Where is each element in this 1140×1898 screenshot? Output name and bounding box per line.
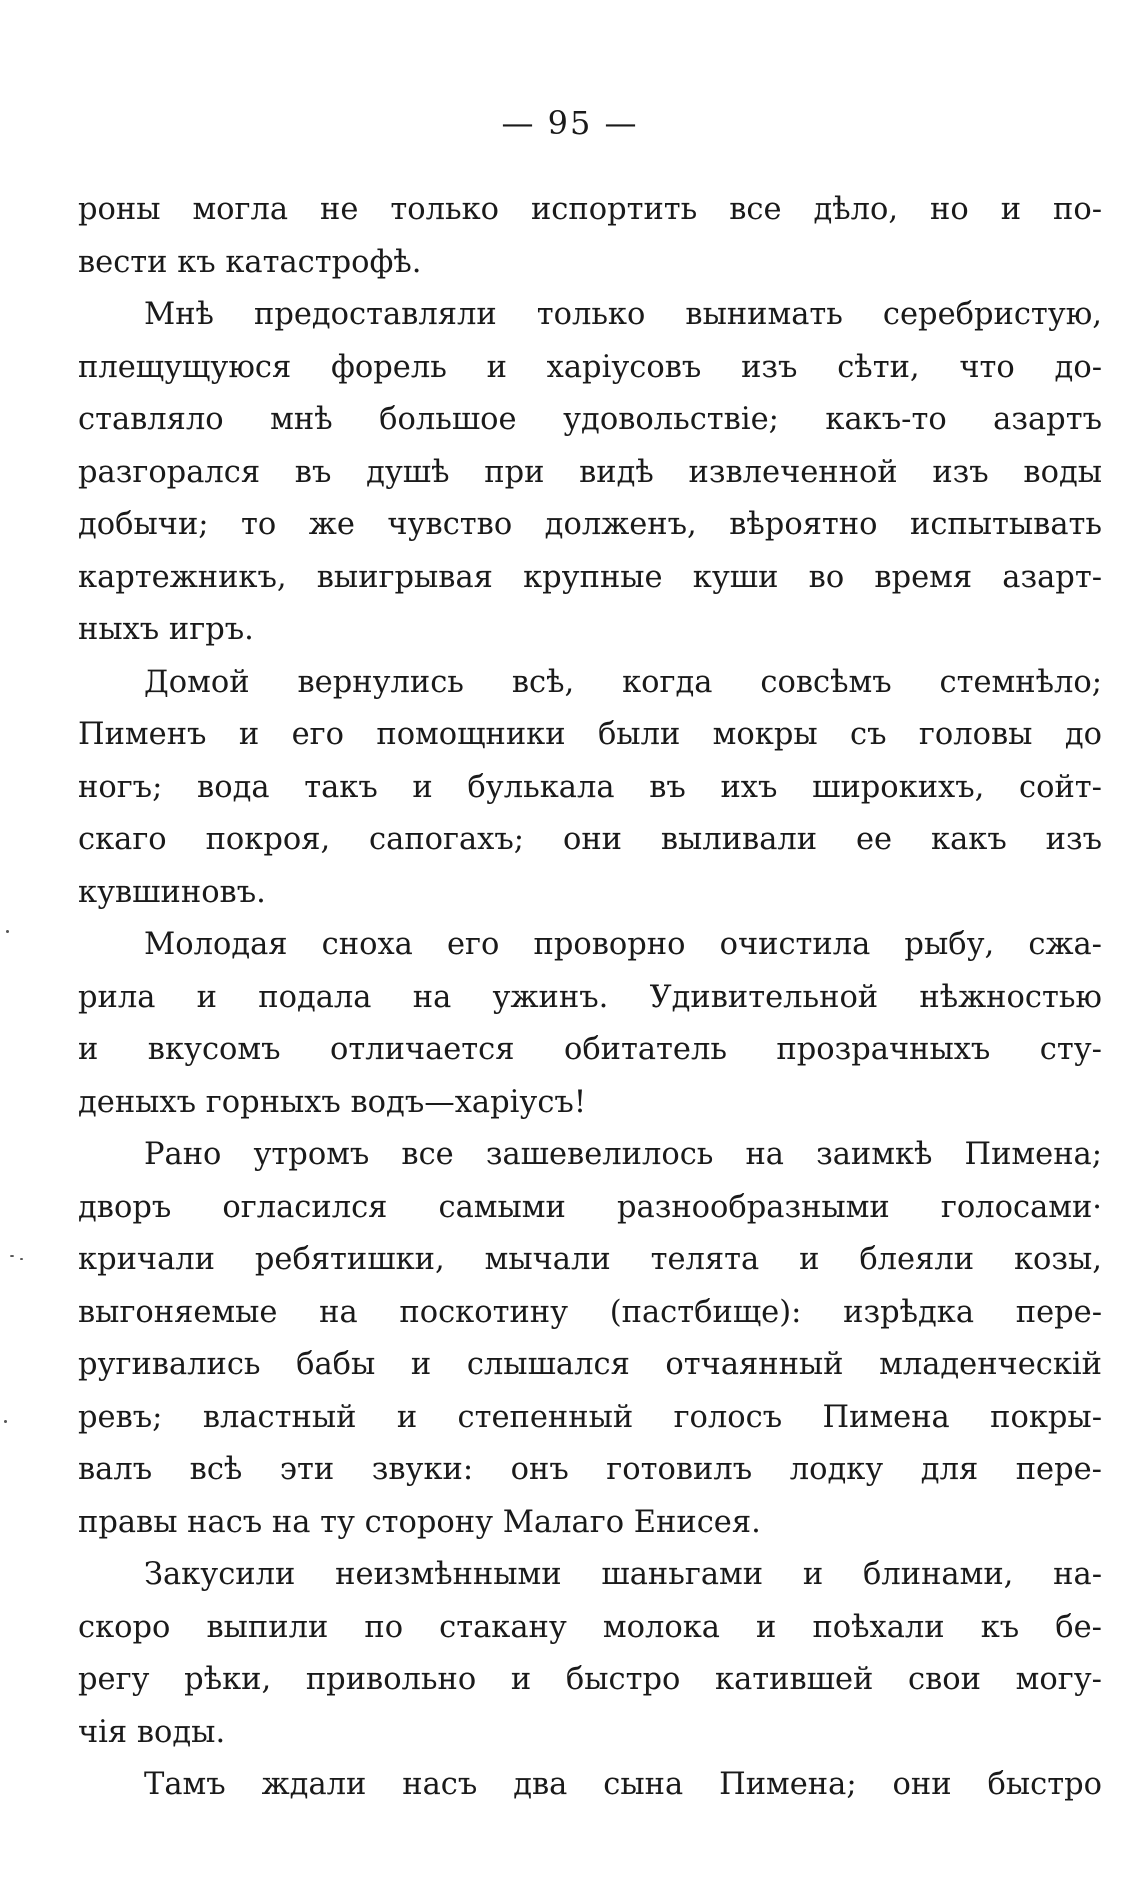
text-line: регу рѣки, привольно и быстро катившей свои могу- <box>78 1662 1102 1697</box>
text-line: картежникъ, выигрывая крупные куши во время азарт- <box>78 559 1102 595</box>
scan-speck <box>20 1258 23 1260</box>
text-line: Мнѣ предоставляли только вынимать серебристую, <box>144 297 1102 332</box>
text-line: добычи; то же чувство долженъ, вѣроятно испытывать <box>78 507 1102 542</box>
text-line: деныхъ горныхъ водъ—харіусъ! <box>78 1084 587 1120</box>
text-line: ногъ; вода такъ и булькала въ ихъ широкихъ, сойт- <box>78 769 1102 805</box>
text-line: и вкусомъ отличается обитатель прозрачныхъ сту- <box>78 1032 1102 1067</box>
text-line: плещущуюся форель и харіусовъ изъ сѣти, что до- <box>78 349 1102 385</box>
text-line: кричали ребятишки, мычали телята и блеяли козы, <box>78 1242 1102 1277</box>
text-line: вести къ катастрофѣ. <box>78 244 422 280</box>
text-line: Молодая сноха его проворно очистила рыбу, сжа- <box>144 927 1102 962</box>
text-line: выгоняемые на поскотину (пастбище): изрѣдка пере- <box>78 1294 1102 1330</box>
paragraph-3 <box>78 657 1102 920</box>
text-line: рила и подала на ужинъ. Удивительной нѣжностью <box>78 979 1102 1015</box>
text-line: роны могла не только испортить все дѣло, но и по- <box>78 192 1102 227</box>
paragraph-6 <box>78 1549 1102 1759</box>
text-line: ревъ; властный и степенный голосъ Пимена покры- <box>78 1399 1102 1435</box>
text-line: Тамъ ждали насъ два сына Пимена; они быстро <box>144 1767 1102 1802</box>
text-line: ставляло мнѣ большое удовольствіе; какъ-то азартъ <box>78 402 1102 437</box>
text-line: ныхъ игръ. <box>78 612 254 647</box>
paragraph-7 <box>78 1759 1102 1812</box>
scan-speck <box>4 1420 7 1423</box>
text-line: дворъ огласился самыми разнообразными голосами· <box>78 1189 1102 1225</box>
text-line: скоро выпили по стакану молока и поѣхали къ бе- <box>78 1609 1102 1645</box>
page-number: — 95 — <box>501 104 639 142</box>
paragraph-1 <box>78 184 1102 289</box>
text-line: Домой вернулись всѣ, когда совсѣмъ стемнѣло; <box>144 664 1102 700</box>
text-line: правы насъ на ту сторону Малаго Енисея. <box>78 1504 761 1540</box>
text-line: ругивались бабы и слышался отчаянный младенческій <box>78 1347 1102 1382</box>
paragraph-4 <box>78 919 1102 1129</box>
text-line: Пименъ и его помощники были мокры съ головы до <box>78 717 1102 752</box>
text-line: кувшиновъ. <box>78 874 266 910</box>
scan-speck <box>10 1255 14 1257</box>
text-line: чія воды. <box>78 1714 226 1750</box>
paragraph-2 <box>78 289 1102 657</box>
text-line: Рано утромъ все зашевелилось на заимкѣ Пимена; <box>144 1137 1102 1172</box>
scan-speck <box>6 930 9 933</box>
paragraph-5 <box>78 1129 1102 1549</box>
text-line: скаго покроя, сапогахъ; они выливали ее какъ изъ <box>78 822 1102 857</box>
page-text <box>78 184 1102 1812</box>
text-line: разгорался въ душѣ при видѣ извлеченной изъ воды <box>78 454 1102 490</box>
text-line: валъ всѣ эти звуки: онъ готовилъ лодку для пере- <box>78 1452 1102 1487</box>
text-line: Закусили неизмѣнными шаньгами и блинами, на- <box>144 1557 1102 1592</box>
